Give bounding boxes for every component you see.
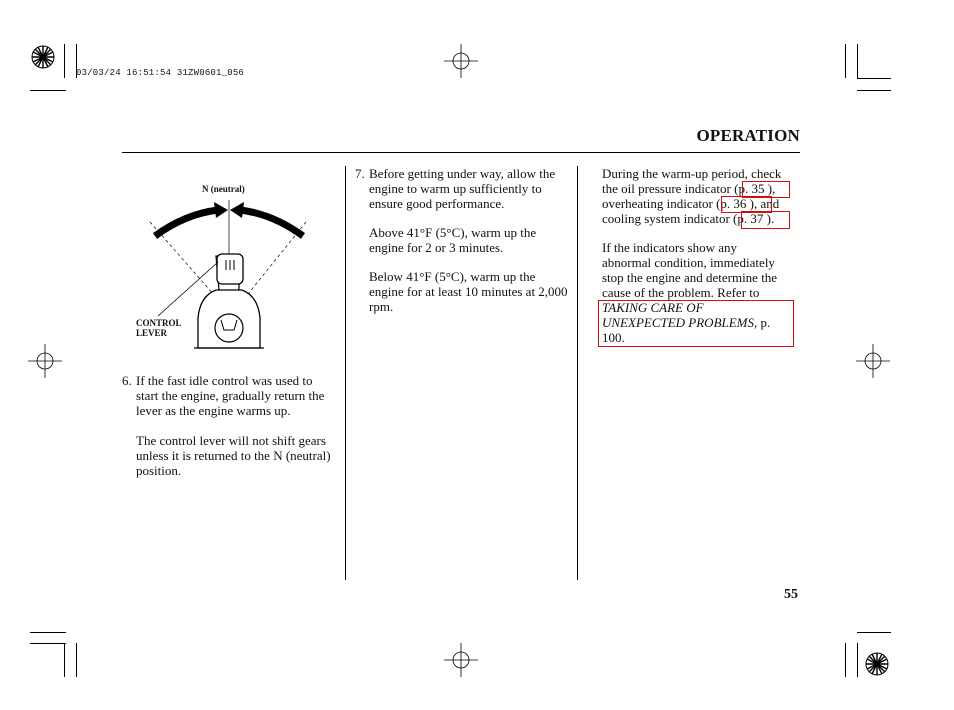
- crop-mark: [30, 632, 66, 633]
- control-lever-label: [136, 318, 182, 338]
- crop-mark: [64, 643, 65, 677]
- crop-mark: [30, 90, 66, 91]
- crop-mark: [857, 90, 891, 91]
- crop-mark: [857, 632, 891, 633]
- crop-mark: [76, 643, 77, 677]
- reference-page-prefix: p.: [757, 315, 771, 330]
- reference-page: 100.: [602, 330, 625, 345]
- step-6-paragraph: [122, 373, 334, 418]
- cooling-system-page-link[interactable]: [741, 211, 790, 229]
- print-timestamp: 03/03/24 16:51:54 31ZW0601_056: [76, 68, 245, 78]
- warmup-above-freezing: Above 41°F (5°C), warm up the engine for 2 or 3 minutes.: [369, 225, 537, 255]
- crop-mark: [857, 78, 891, 79]
- step-6-note: The control lever will not shift gears unless it is returned to the N (neutral) position.: [136, 433, 331, 478]
- warmup-below-freezing: Below 41°F (5°C), warm up the engine for at least 10 minutes at 2,000 rpm.: [369, 269, 568, 314]
- step-number: 6.: [122, 373, 132, 388]
- step-6: [122, 373, 334, 478]
- control-lever-label-line: LEVER: [136, 328, 168, 338]
- crop-mark: [857, 643, 858, 677]
- abnormal-condition-line: cause of the problem. Refer to: [602, 285, 760, 300]
- crosshair-mark-icon: [444, 44, 478, 78]
- crosshair-mark-icon: [856, 344, 890, 378]
- crop-mark: [30, 643, 66, 644]
- indicator-check-line: overheating indicator (p. 36 ), and: [602, 196, 780, 211]
- reference-title: UNEXPECTED PROBLEMS,: [602, 315, 758, 330]
- neutral-label: N (neutral): [202, 184, 245, 194]
- crosshair-mark-icon: [444, 643, 478, 677]
- header-rule: [122, 152, 800, 153]
- indicator-check-line: During the warm-up period, check: [602, 166, 782, 181]
- step-7-text: Before getting under way, allow the engine to warm up sufficiently to ensure good performance.: [369, 166, 556, 211]
- crop-mark: [845, 643, 846, 677]
- abnormal-condition-line: stop the engine and determine the: [602, 270, 778, 285]
- indicator-check-line: cooling system indicator (p. 37 ).: [602, 211, 775, 226]
- crop-mark: [845, 44, 846, 78]
- crosshair-mark-icon: [28, 344, 62, 378]
- step-7-paragraph: [355, 166, 569, 211]
- step-6-text: If the fast idle control was used to start the engine, gradually return the lever as the engine warms up.: [136, 373, 325, 418]
- section-title: OPERATION: [696, 126, 800, 145]
- crop-mark: [857, 44, 858, 78]
- step-7: [355, 166, 569, 314]
- abnormal-condition-line: abnormal condition, immediately: [602, 255, 775, 270]
- step-number: 7.: [355, 166, 365, 181]
- column-divider: [577, 166, 578, 580]
- reference-title: TAKING CARE OF: [602, 300, 704, 315]
- unexpected-problems-link[interactable]: [598, 300, 794, 347]
- crop-mark: [64, 44, 65, 78]
- control-lever-label-line: CONTROL: [136, 318, 182, 328]
- page-number: 55: [784, 587, 798, 602]
- column-divider: [345, 166, 346, 580]
- indicator-check-line: the oil pressure indicator (p. 35 ),: [602, 181, 776, 196]
- abnormal-condition-line: If the indicators show any: [602, 240, 738, 255]
- control-lever-figure: [130, 178, 330, 358]
- registration-star-icon: [30, 44, 56, 70]
- registration-star-icon: [864, 651, 890, 677]
